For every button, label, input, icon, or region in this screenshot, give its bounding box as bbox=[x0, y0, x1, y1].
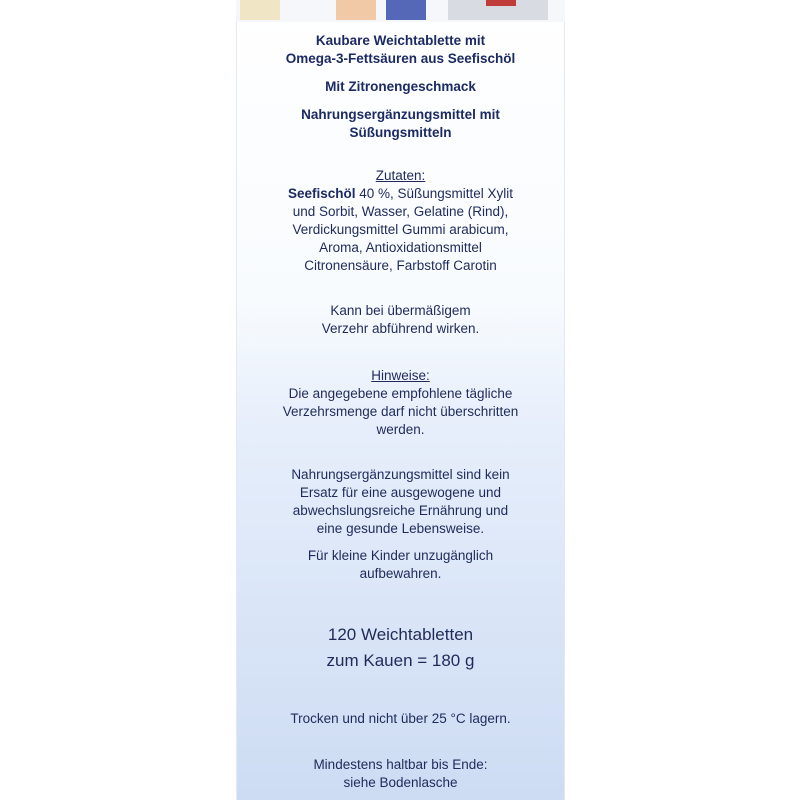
artwork-fragment bbox=[240, 0, 280, 20]
quantity-line1: 120 Weichtabletten bbox=[327, 625, 474, 644]
artwork-fragment bbox=[486, 0, 516, 6]
warning-line1: Kann bei übermäßigem bbox=[330, 303, 471, 318]
ingredients-line2: und Sorbit, Wasser, Gelatine (Rind), bbox=[292, 204, 509, 219]
ingredients-heading: Zutaten: bbox=[375, 168, 426, 183]
disclaimer-line2: Ersatz für eine ausgewogene und bbox=[299, 485, 502, 500]
children-line1: Für kleine Kinder unzugänglich bbox=[307, 548, 494, 563]
disclaimer-line4: eine gesunde Lebensweise. bbox=[316, 521, 485, 536]
best-before-line2: siehe Bodenlasche bbox=[343, 775, 458, 790]
ingredients-line3: Verdickungsmittel Gummi arabicum, bbox=[292, 222, 509, 237]
disclaimer-line3: abwechslungsreiche Ernährung und bbox=[292, 503, 509, 518]
product-description-line2: Omega-3-Fettsäuren aus Seefischöl bbox=[285, 51, 516, 66]
artwork-fragment bbox=[386, 0, 426, 20]
supplement-line1: Nahrungsergänzungsmittel mit bbox=[301, 107, 500, 122]
notes-heading: Hinweise: bbox=[371, 368, 430, 383]
ingredients-line4: Aroma, Antioxidationsmittel bbox=[319, 240, 482, 255]
ingredients-line1 bbox=[236, 185, 565, 203]
ingredients-bold: Seefischöl bbox=[287, 186, 356, 201]
supplement-line2: Süßungsmitteln bbox=[349, 125, 452, 140]
flavor-line: Mit Zitronengeschmack bbox=[325, 79, 476, 94]
notes-line1: Die angegebene empfohlene tägliche bbox=[288, 386, 513, 401]
quantity-line2: zum Kauen = 180 g bbox=[326, 651, 475, 670]
best-before-line1: Mindestens haltbar bis Ende: bbox=[313, 757, 488, 772]
warning-line2: Verzehr abführend wirken. bbox=[321, 321, 480, 336]
notes-line3: werden. bbox=[376, 422, 425, 437]
notes-line2: Verzehrsmenge darf nicht überschritten bbox=[282, 404, 519, 419]
ingredients-rest: 40 %, Süßungsmittel Xylit bbox=[355, 186, 514, 201]
top-artwork-strip bbox=[236, 0, 565, 22]
children-line2: aufbewahren. bbox=[359, 566, 442, 581]
storage-line: Trocken und nicht über 25 °C lagern. bbox=[290, 711, 511, 726]
ingredients-line5: Citronensäure, Farbstoff Carotin bbox=[304, 258, 497, 273]
disclaimer-line1: Nahrungsergänzungsmittel sind kein bbox=[291, 467, 510, 482]
artwork-fragment bbox=[336, 0, 376, 20]
product-description-line1: Kaubare Weichtablette mit bbox=[315, 33, 486, 48]
